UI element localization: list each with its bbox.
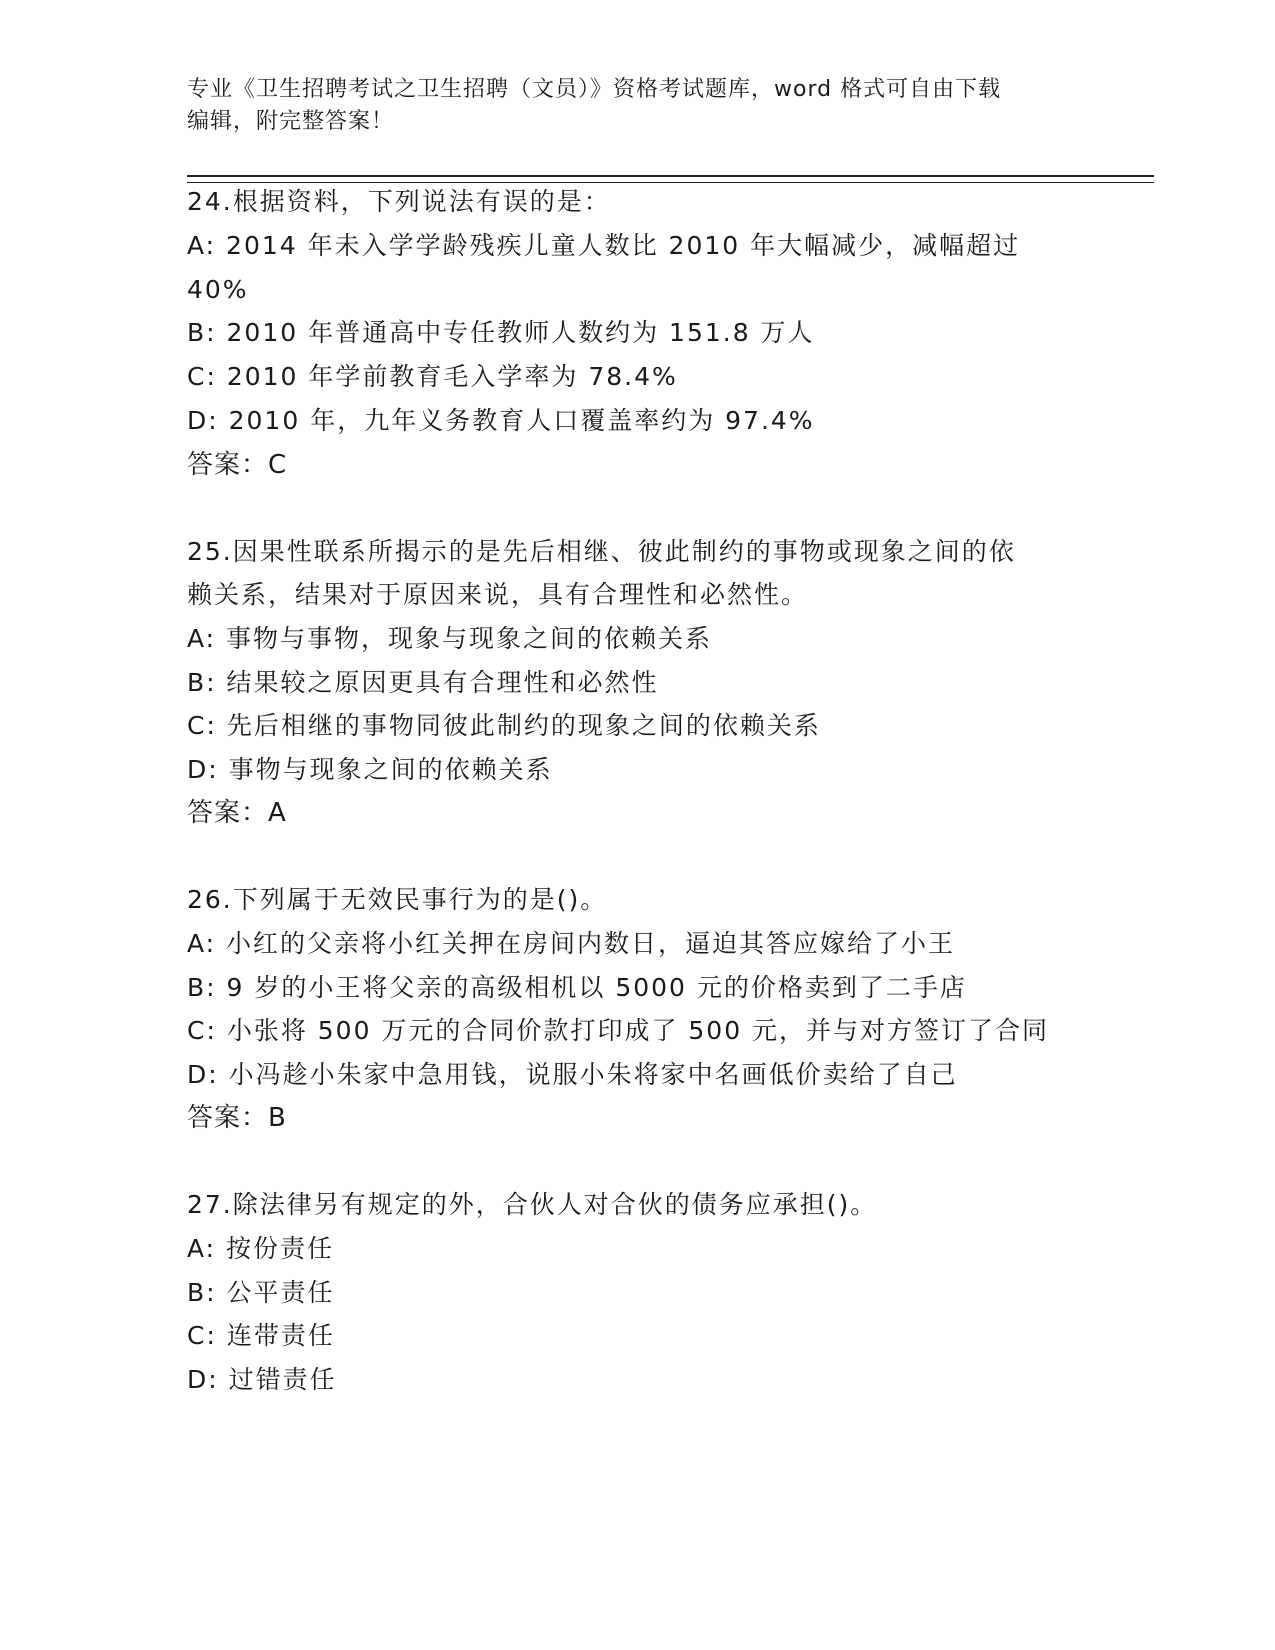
- header-divider-thin: [187, 182, 1154, 183]
- question-24-option-a-cont: 40%: [187, 275, 249, 304]
- document-header: [187, 74, 1067, 138]
- question-25-option-c: C: 先后相继的事物同彼此制约的现象之间的依赖关系: [187, 711, 821, 740]
- header-line-2: 编辑，附完整答案！: [187, 109, 395, 134]
- question-25-stem: 25.因果性联系所揭示的是先后相继、彼此制约的事物或现象之间的依: [187, 537, 1016, 566]
- question-27-option-b: B: 公平责任: [187, 1278, 335, 1307]
- question-24-option-a: A: 2014 年未入学学龄残疾儿童人数比 2010 年大幅减少，减幅超过: [187, 231, 1021, 260]
- question-26-option-d: D: 小冯趁小朱家中急用钱，说服小朱将家中名画低价卖给了自己: [187, 1060, 958, 1089]
- header-line-1: 专业《卫生招聘考试之卫生招聘（文员）》资格考试题库，word 格式可自由下载: [187, 77, 1002, 102]
- question-24-option-c: C: 2010 年学前教育毛入学率为 78.4%: [187, 362, 678, 391]
- question-26-option-c: C: 小张将 500 万元的合同价款打印成了 500 元，并与对方签订了合同: [187, 1016, 1050, 1045]
- question-27-option-a: A: 按份责任: [187, 1234, 335, 1263]
- question-26-option-b: B: 9 岁的小王将父亲的高级相机以 5000 元的价格卖到了二手店: [187, 973, 967, 1002]
- header-divider-thick: [187, 175, 1154, 177]
- question-24-answer: 答案：C: [187, 450, 288, 480]
- question-27-option-d: D: 过错责任: [187, 1365, 337, 1394]
- question-25-option-b: B: 结果较之原因更具有合理性和必然性: [187, 668, 659, 697]
- question-27-option-c: C: 连带责任: [187, 1321, 335, 1350]
- question-27-stem: 27.除法律另有规定的外，合伙人对合伙的债务应承担()。: [187, 1190, 878, 1219]
- question-25-option-d: D: 事物与现象之间的依赖关系: [187, 755, 553, 784]
- question-24-stem: 24.根据资料，下列说法有误的是：: [187, 187, 611, 216]
- question-24-option-d: D: 2010 年，九年义务教育人口覆盖率约为 97.4%: [187, 406, 815, 435]
- question-26-stem: 26.下列属于无效民事行为的是()。: [187, 885, 608, 914]
- question-25-stem-cont: 赖关系，结果对于原因来说，具有合理性和必然性。: [187, 580, 809, 609]
- question-26-answer: 答案：B: [187, 1103, 287, 1133]
- question-25-answer: 答案：A: [187, 798, 287, 828]
- question-26-option-a: A: 小红的父亲将小红关押在房间内数日，逼迫其答应嫁给了小王: [187, 929, 956, 958]
- question-25-option-a: A: 事物与事物，现象与现象之间的依赖关系: [187, 624, 713, 653]
- question-24-option-b: B: 2010 年普通高中专任教师人数约为 151.8 万人: [187, 318, 815, 347]
